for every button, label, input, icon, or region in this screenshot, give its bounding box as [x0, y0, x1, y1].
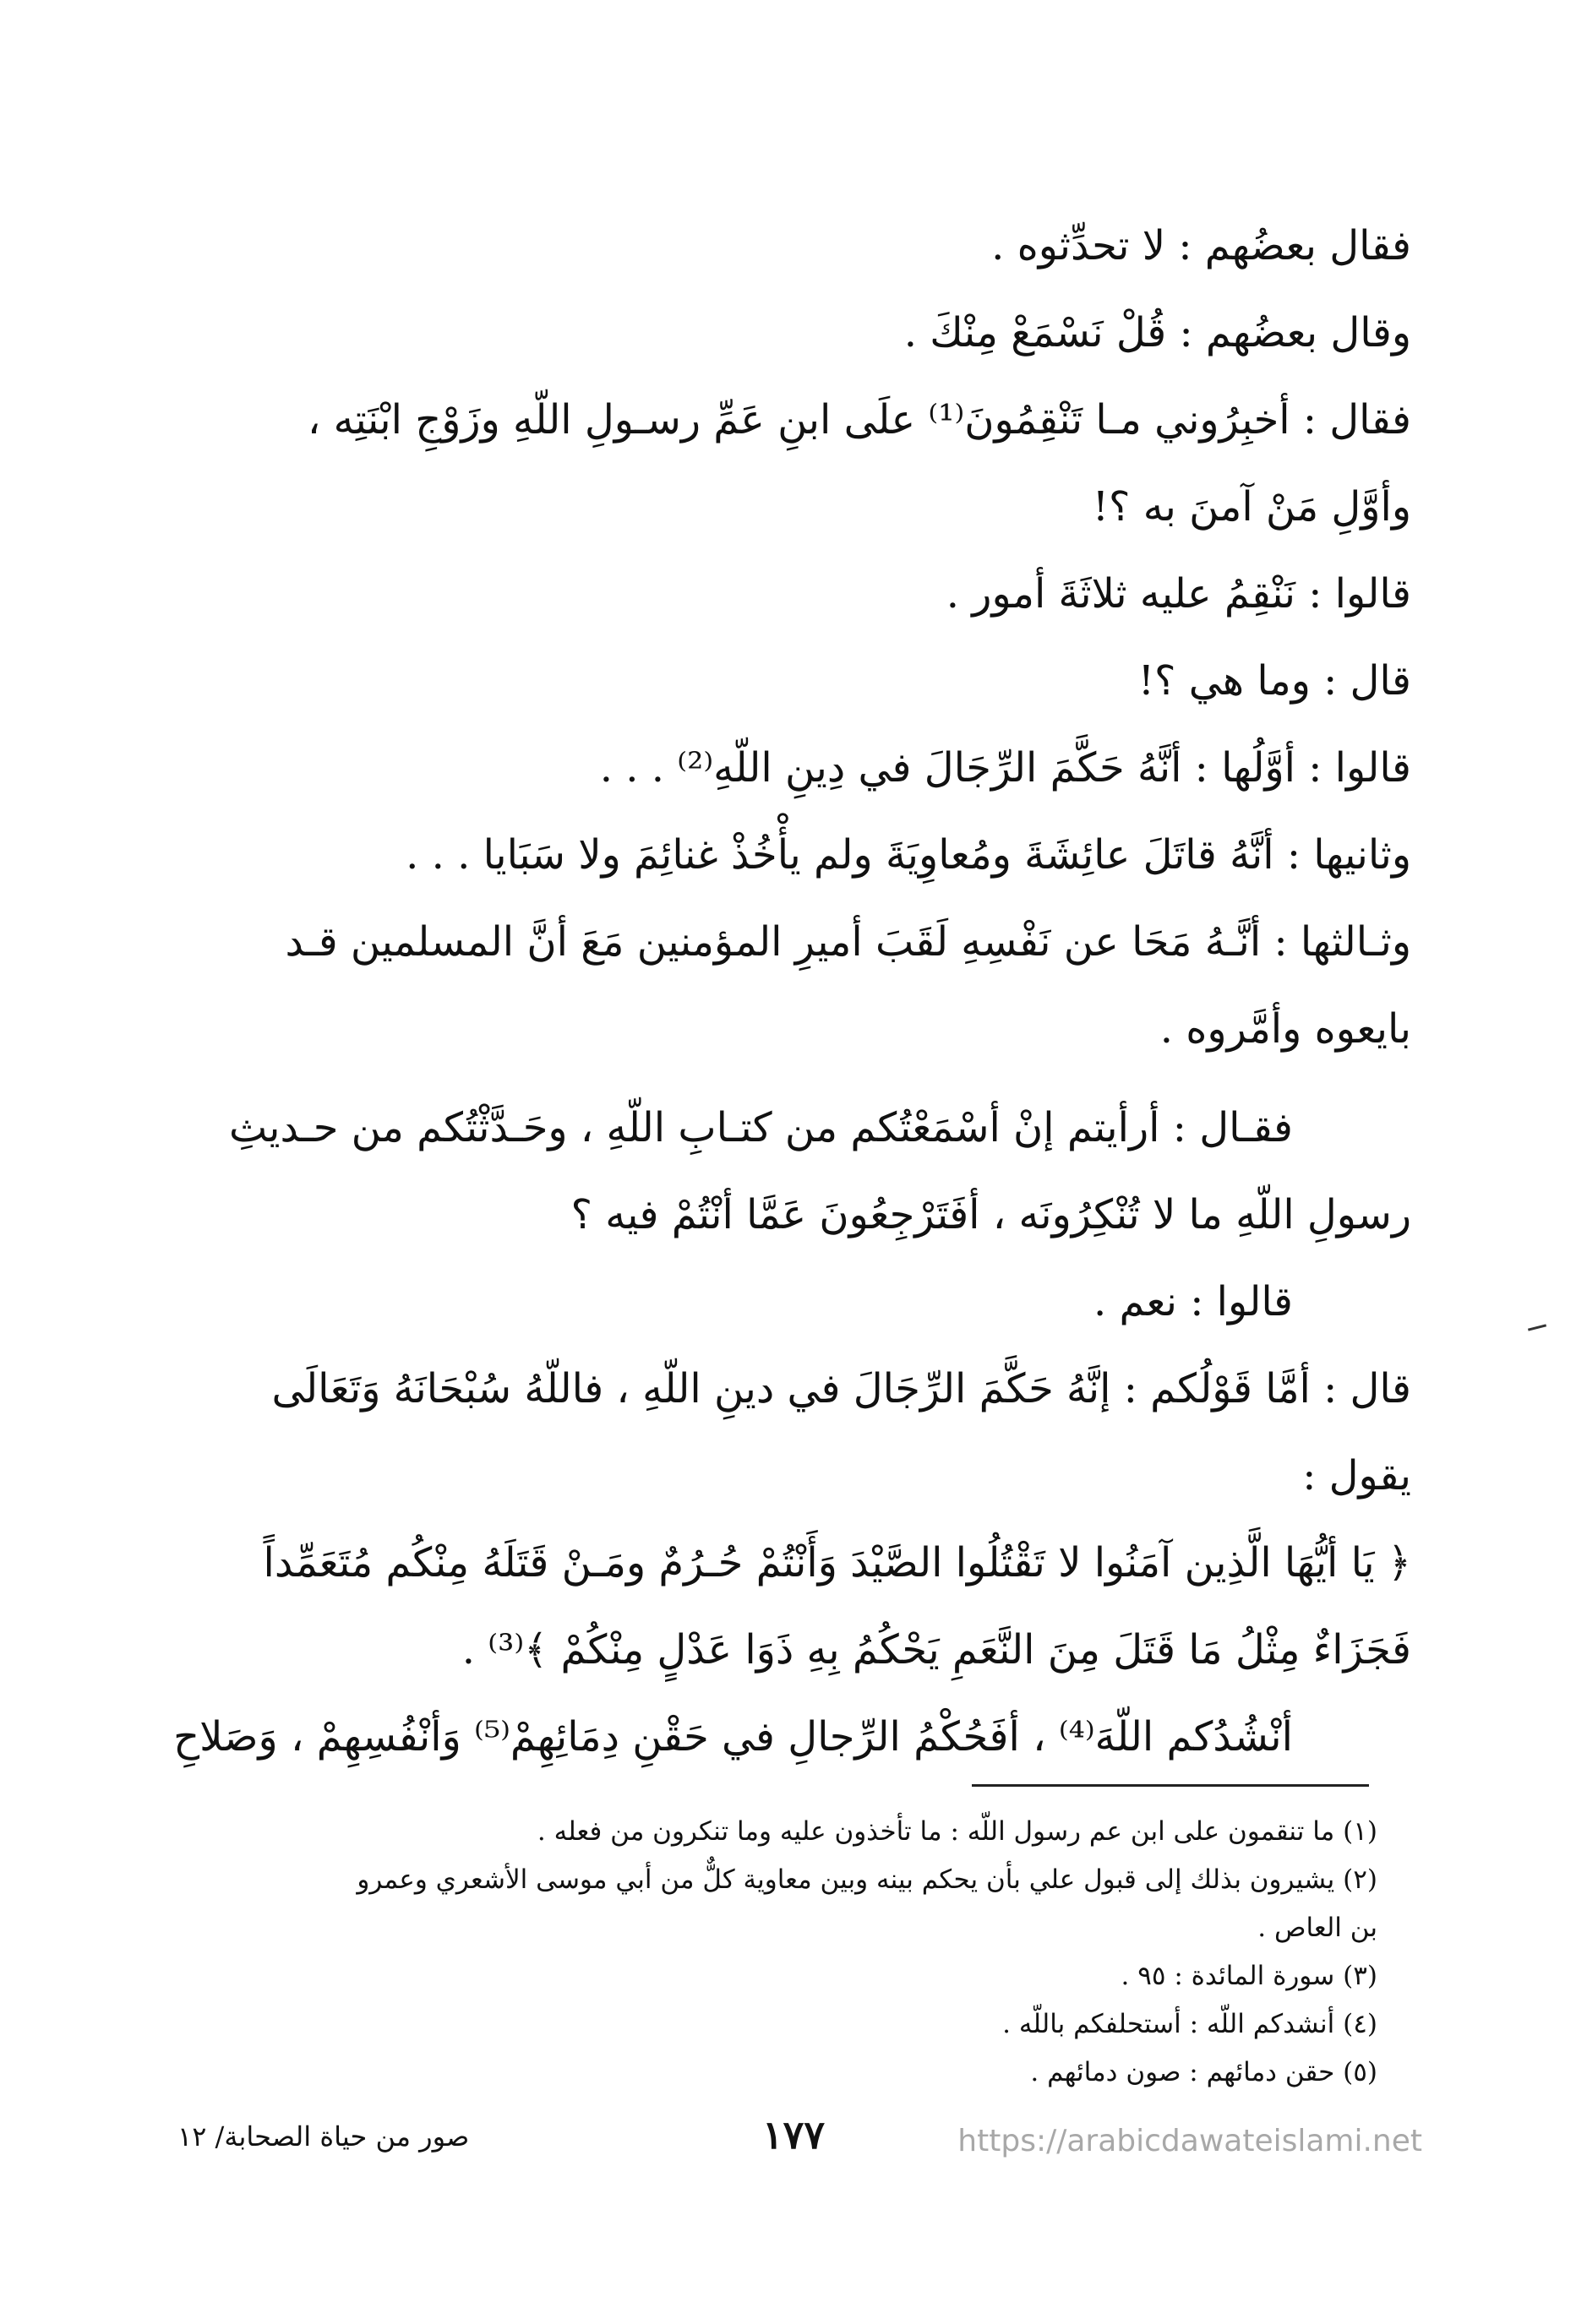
body-line: يقول :: [1302, 1452, 1411, 1499]
body-line: وثـالثها : أنَّـهُ مَحَا عن نَفْسِهِ لَقَبَ أميرِ المؤمنين مَعَ أنَّ المسلمين قـد: [285, 918, 1411, 966]
scan-mark: [1528, 1324, 1546, 1331]
book-reference: صور من حياة الصحابة/ ١٢: [177, 2120, 470, 2153]
body-text: [169, 203, 1411, 1781]
body-line: قالوا : نَنْقِمُ عليه ثلاثَةَ أمور .: [946, 570, 1411, 618]
body-line: بايعوه وأمَّروه .: [1159, 1005, 1411, 1053]
page-footer: [0, 2112, 1587, 2180]
watermark-url: https://arabicdawateislami.net: [957, 2124, 1422, 2158]
quran-verse-line: فَجَزَاءٌ مِثْلُ مَا قَتَلَ مِنَ النَّعَمِ يَحْكُمُ بِهِ ذَوَا عَدْلٍ مِنْكُمْ ﴾⁽³⁾ .: [461, 1626, 1411, 1674]
body-line: أنْشُدُكم اللّهَ⁽⁴⁾ ، أفَحُكْمُ الرِّجالِ في حَقْنِ دِمَائِهِمْ⁽⁵⁾ وَأنْفُسِهِمْ ، وَصَلاحِ: [173, 1713, 1293, 1761]
body-line: فقال بعضُهم : لا تحدِّثوه .: [991, 222, 1411, 269]
body-line: وثانيها : أنَّهُ قاتَلَ عائِشَةَ ومُعاوِيَةَ ولم يأْخُذْ غنائِمَ ولا سَبَايا . . .: [406, 831, 1411, 879]
quran-verse-line: ﴿ يَا أيُّهَا الَّذِين آمَنُوا لا تَقْتُلُوا الصَّيْدَ وَأَنْتُمْ حُـرُمٌ ومَـنْ قَتَلَهُ مِنْكُم مُتَعَمِّداً: [263, 1539, 1411, 1587]
page-number: ١٧٧: [761, 2112, 826, 2158]
body-line: قال : وما هي ؟!: [1137, 657, 1411, 705]
footnotes: [355, 1808, 1377, 2097]
footnote: (٢) يشيرون بذلك إلى قبول علي بأن يحكم بينه وبين معاوية كلٌّ من أبي موسى الأشعري وعمرو بن العاص .: [357, 1864, 1377, 1943]
footnote: (٥) حقن دمائهم : صون دمائهم .: [1030, 2057, 1377, 2087]
footnote-divider: [972, 1784, 1369, 1787]
body-line: قالوا : أوَّلُها : أنَّهُ حَكَّمَ الرِّجَالَ في دِينِ اللّهِ⁽²⁾ . . .: [599, 744, 1411, 792]
body-line: وأوَّلِ مَنْ آمنَ به ؟!: [1092, 483, 1411, 531]
footnote: (٤) أنشدكم اللّه : أستحلفكم باللّه .: [1002, 2009, 1377, 2039]
body-line: فقـال : أرأيتم إنْ أسْمَعْتُكم من كتـابِ اللّهِ ، وحَـدَّثْتُكم من حـديثِ: [228, 1104, 1293, 1151]
body-line: فقال : أخبِرُوني مـا تَنْقِمُونَ⁽¹⁾ علَى ابنِ عَمِّ رسـولِ اللّهِ وزَوْجِ ابْنَتِه ،: [307, 396, 1411, 444]
body-line: قالوا : نعم .: [1093, 1278, 1293, 1325]
body-line: قال : أمَّا قَوْلُكم : إنَّهُ حَكَّمَ الرِّجَالَ في دينِ اللّهِ ، فاللّهُ سُبْحَانَهُ وَتَعَالَى: [271, 1365, 1411, 1412]
body-line: رسولِ اللّهِ ما لا تُنْكِرُونَه ، أفَتَرْجِعُونَ عَمَّا أنْتُمْ فيه ؟: [570, 1191, 1411, 1238]
footnote: (١) ما تنقمون على ابن عم رسول اللّه : ما تأخذون عليه وما تنكرون من فعله .: [537, 1816, 1377, 1847]
footnote: (٣) سورة المائدة : ٩٥ .: [1121, 1961, 1377, 1991]
body-line: وقال بعضُهم : قُلْ نَسْمَعْ مِنْكَ .: [903, 309, 1411, 356]
